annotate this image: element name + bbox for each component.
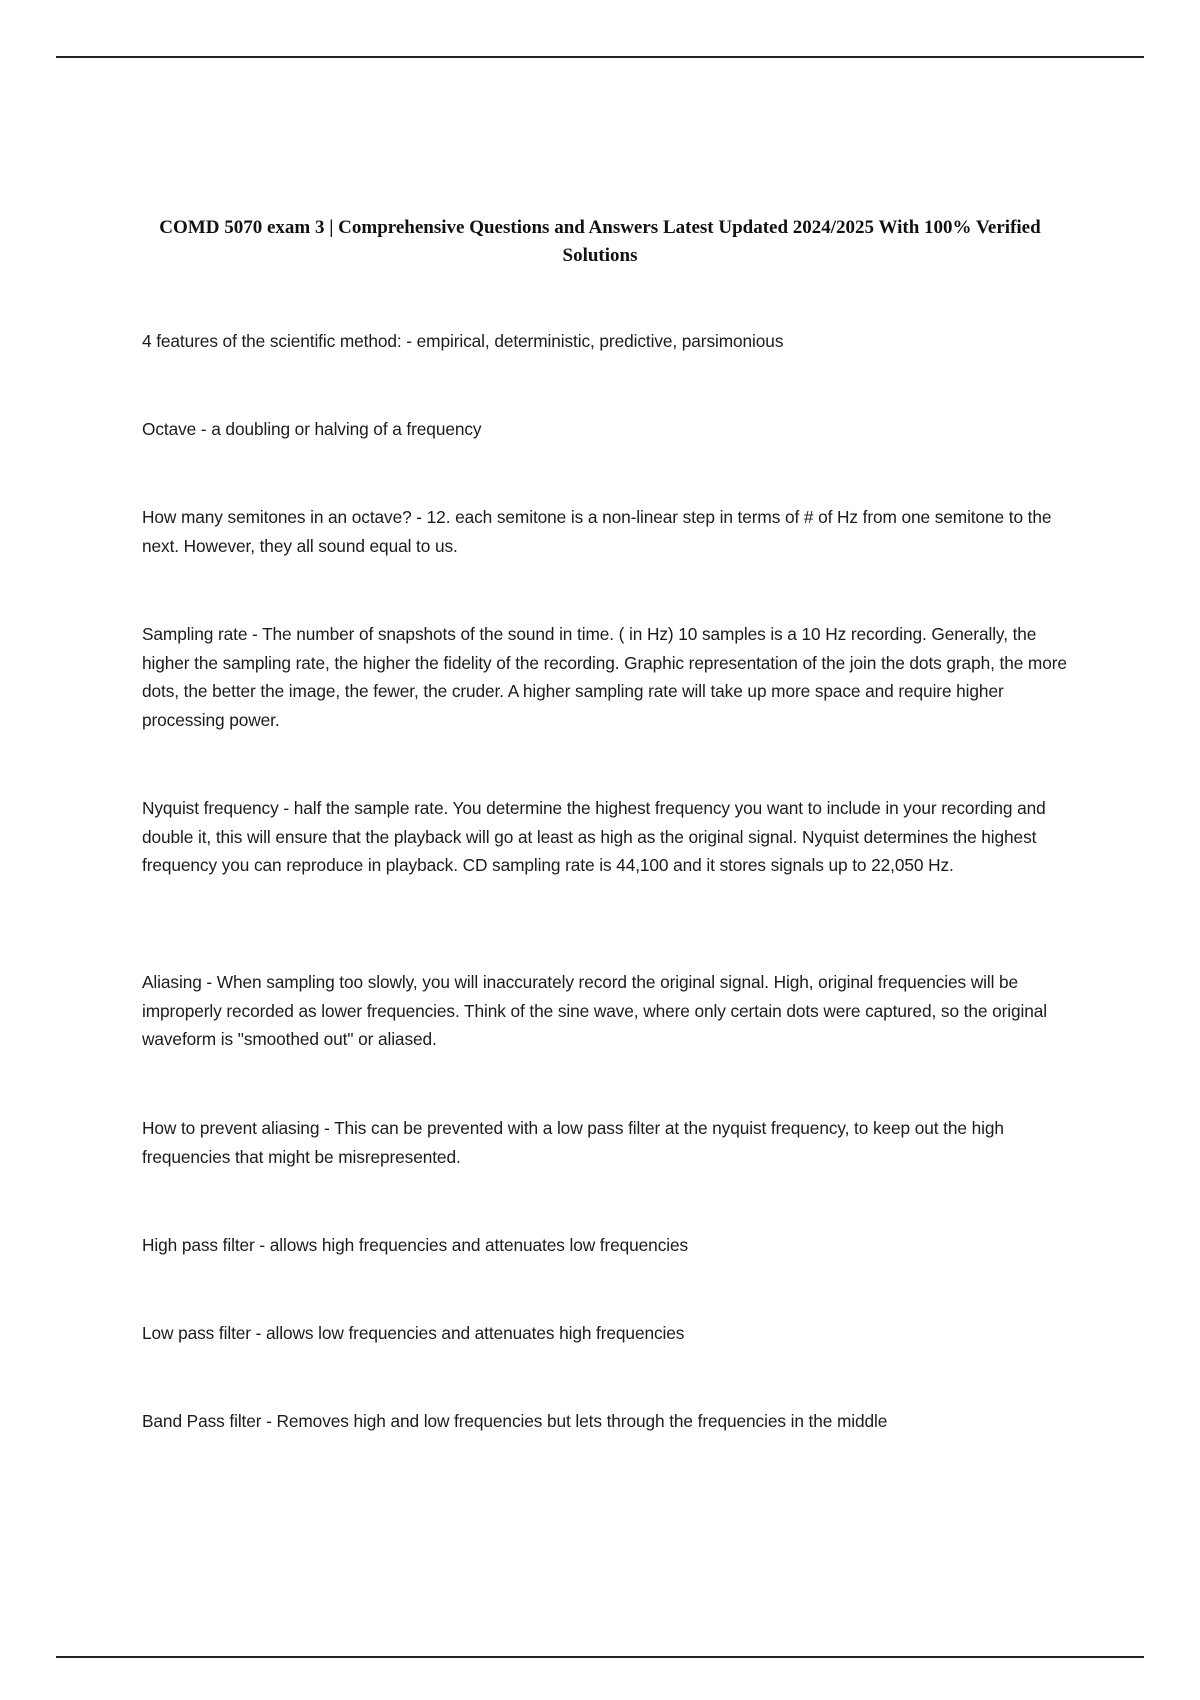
entry-definition: When sampling too slowly, you will inaccurately record the original signal. High, original frequencies will be improperly recorded as lower frequencies. Think of the sine wave, where only certain dots were captured, so the original waveform is "smoothed out" or aliased. — [142, 972, 1048, 1049]
entry-definition: allows low frequencies and attenuates high frequencies — [266, 1323, 685, 1343]
qa-entry-low-pass — [142, 1319, 1072, 1348]
entry-separator: - — [196, 419, 212, 439]
bottom-rule — [56, 1656, 1144, 1658]
entry-term: Aliasing — [142, 972, 202, 992]
entry-definition: This can be prevented with a low pass filter at the nyquist frequency, to keep out the high frequencies that might be misrepresented. — [142, 1118, 1004, 1167]
entry-separator: - — [261, 1411, 277, 1431]
qa-entry-aliasing — [142, 968, 1072, 1054]
entry-definition: empirical, deterministic, predictive, parsimonious — [416, 331, 784, 351]
entry-separator: - — [254, 1235, 270, 1255]
entry-term: Nyquist frequency — [142, 798, 279, 818]
qa-entry-high-pass — [142, 1231, 1072, 1260]
entry-term: Sampling rate — [142, 624, 248, 644]
entry-definition: allows high frequencies and attenuates low frequencies — [269, 1235, 689, 1255]
entry-definition: Removes high and low frequencies but lets through the frequencies in the middle — [276, 1411, 888, 1431]
entry-term: Band Pass filter — [142, 1411, 262, 1431]
entry-separator: - — [401, 331, 417, 351]
entry-definition: The number of snapshots of the sound in time. ( in Hz) 10 samples is a 10 Hz recording. Generally, the higher the sampling rate, the higher the fidelity of the recording. Graphic representation of the join the dots graph, the more dots, the better the image, the fewer, the cruder. A higher sampling rate will take up more space and require higher processing power. — [142, 624, 1067, 730]
entry-separator: - — [319, 1118, 335, 1138]
qa-entry-scientific-method — [142, 327, 1072, 356]
entry-term: Octave — [142, 419, 197, 439]
document-title: COMD 5070 exam 3 | Comprehensive Questions and Answers Latest Updated 2024/2025 With 100% Verified Solutions — [159, 217, 1041, 266]
entry-term: High pass filter — [142, 1235, 255, 1255]
entry-definition: half the sample rate. You determine the highest frequency you want to include in your recording and double it, this will ensure that the playback will go at least as high as the original signal. Nyquist determines the highest frequency you can reproduce in playback. CD sampling rate is 44,100 and it stores signals up to 22,050 Hz. — [142, 798, 1046, 875]
qa-entry-nyquist — [142, 794, 1072, 880]
entry-separator: - — [201, 972, 217, 992]
entry-definition: 12. each semitone is a non-linear step in terms of # of Hz from one semitone to the next. However, they all sound equal to us. — [142, 507, 1052, 556]
qa-entry-prevent-aliasing — [142, 1114, 1072, 1171]
qa-entry-octave — [142, 415, 1072, 444]
qa-entry-sampling-rate — [142, 620, 1072, 734]
entry-separator: - — [411, 507, 427, 527]
entry-definition: a doubling or halving of a frequency — [211, 419, 482, 439]
entry-term: 4 features of the scientific method: — [142, 331, 402, 351]
entry-term: How many semitones in an octave? — [142, 507, 412, 527]
entry-term: Low pass filter — [142, 1323, 251, 1343]
entry-term: How to prevent aliasing — [142, 1118, 320, 1138]
entry-separator: - — [278, 798, 294, 818]
top-rule — [56, 56, 1144, 58]
entry-separator: - — [250, 1323, 267, 1343]
qa-entry-semitones — [142, 503, 1072, 560]
entry-separator: - — [247, 624, 263, 644]
qa-entry-band-pass — [142, 1407, 1072, 1436]
